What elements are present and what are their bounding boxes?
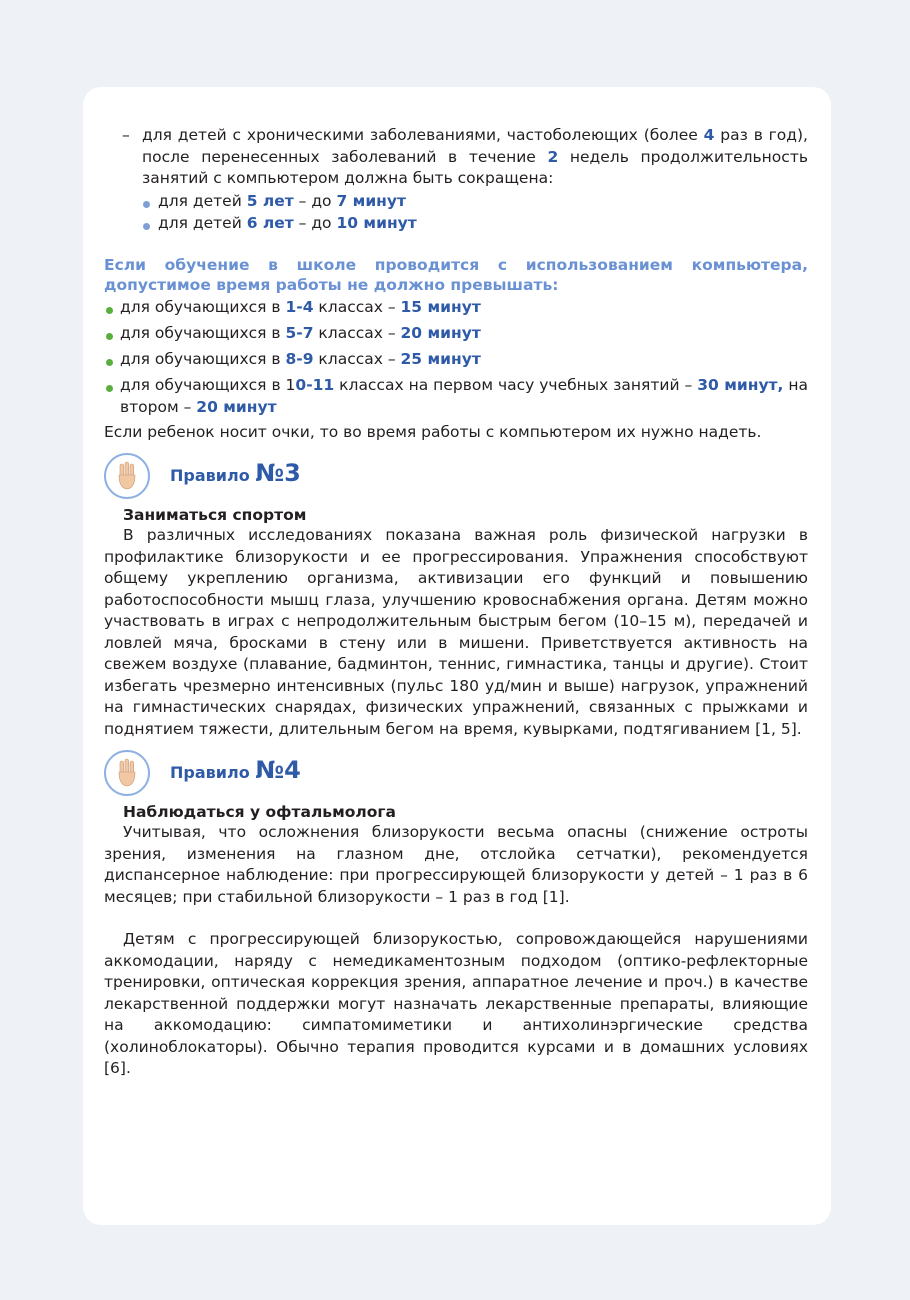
bullet-icon [106,333,113,340]
list-item: для детей 6 лет – до 10 минут [142,212,808,234]
age-limit-list [104,190,808,234]
rule-4-title: Правило №4 [170,756,301,784]
emphasis-number: 4 [703,126,715,144]
school-heading: Если обучение в школе проводится с использованием компьютера, допустимое время работы не должно превышать: [104,255,808,294]
bullet-icon [143,223,150,230]
rule-3-header [104,453,808,501]
rule-4-header [104,750,808,798]
bullet-icon [106,359,113,366]
rule-4-body-1: Учитывая, что осложнения близорукости весьма опасны (снижение остроты зрения, изменения на глазном дне, отслойка сетчатки), рекомендуется диспансерное наблюдение: при прогрессирующей близорукости у детей – 1 раз в 6 месяцев; при стабильной близорукости – 1 раз в год [1]. [104,823,808,906]
intro-paragraph: – для детей с хроническими заболеваниями, частоболеющих (более 4 раз в год), после перенесенных заболеваний в течение 2 недель продолжительность занятий с компьютером должна быть сокращена: [122,126,808,187]
rule-3-title: Правило №3 [170,459,301,487]
rule-3-body: В различных исследованиях показана важная роль физической нагрузки в профилактике близорукости и ее прогрессирования. Упражнения способствуют общему укреплению организма, активизации его функций и повышению работоспособности мышц глаза, улучшению кровоснабжения органа. Детям можно участвовать в играх с непродолжительным быстрым бегом (10–15 м), передачей и ловлей мяча, бросками в стену или в мишени. Приветствуется активность на свежем воздухе (плавание, бадминтон, теннис, гимнастика, танцы и другие). Стоит избегать чрезмерно интенсивных (пульс 180 уд/мин и выше) нагрузок, упражнений на гимнастических снарядах, физических упражнений, связанных с прыжками и поднятием тяжести, длительным бегом на время, кувырками, подтягиванием [1, 5]. [104,526,808,738]
page-card [83,87,831,1225]
rule-3-subtitle: Заниматься спортом [123,506,307,524]
hand-three-icon [104,750,150,796]
hand-three-icon [104,453,150,499]
list-item: для обучающихся в 8-9 классах – 25 минут [104,348,808,370]
school-limit-list [104,296,808,418]
list-item: для детей 5 лет – до 7 минут [142,190,808,212]
rule-4-subtitle: Наблюдаться у офтальмолога [123,803,396,821]
bullet-icon [143,201,150,208]
bullet-icon [106,307,113,314]
list-item: для обучающихся в 1-4 классах – 15 минут [104,296,808,318]
dash-marker: – [122,126,130,144]
bullet-icon [106,385,113,392]
list-item: для обучающихся в 10-11 классах на первом часу учебных занятий – 30 минут, на втором – 20 минут [104,374,808,418]
emphasis-number: 2 [547,147,559,166]
list-item: для обучающихся в 5-7 классах – 20 минут [104,322,808,344]
rule-4-body-2: Детям с прогрессирующей близорукостью, сопровождающейся нарушениями аккомодации, наряду с немедикаментозным подходом (оптико-рефлекторные тренировки, оптическая коррекция зрения, аппаратное лечение и проч.) в качестве лекарственной поддержки могут назначать лекарственные препараты, влияющие на аккомодацию: симпатомиметики и антихолинэргические средства (холиноблокаторы). Обычно терапия проводится курсами и в домашних условиях [6]. [104,930,808,1077]
glasses-note: Если ребенок носит очки, то во время работы с компьютером их нужно надеть. [104,422,762,441]
